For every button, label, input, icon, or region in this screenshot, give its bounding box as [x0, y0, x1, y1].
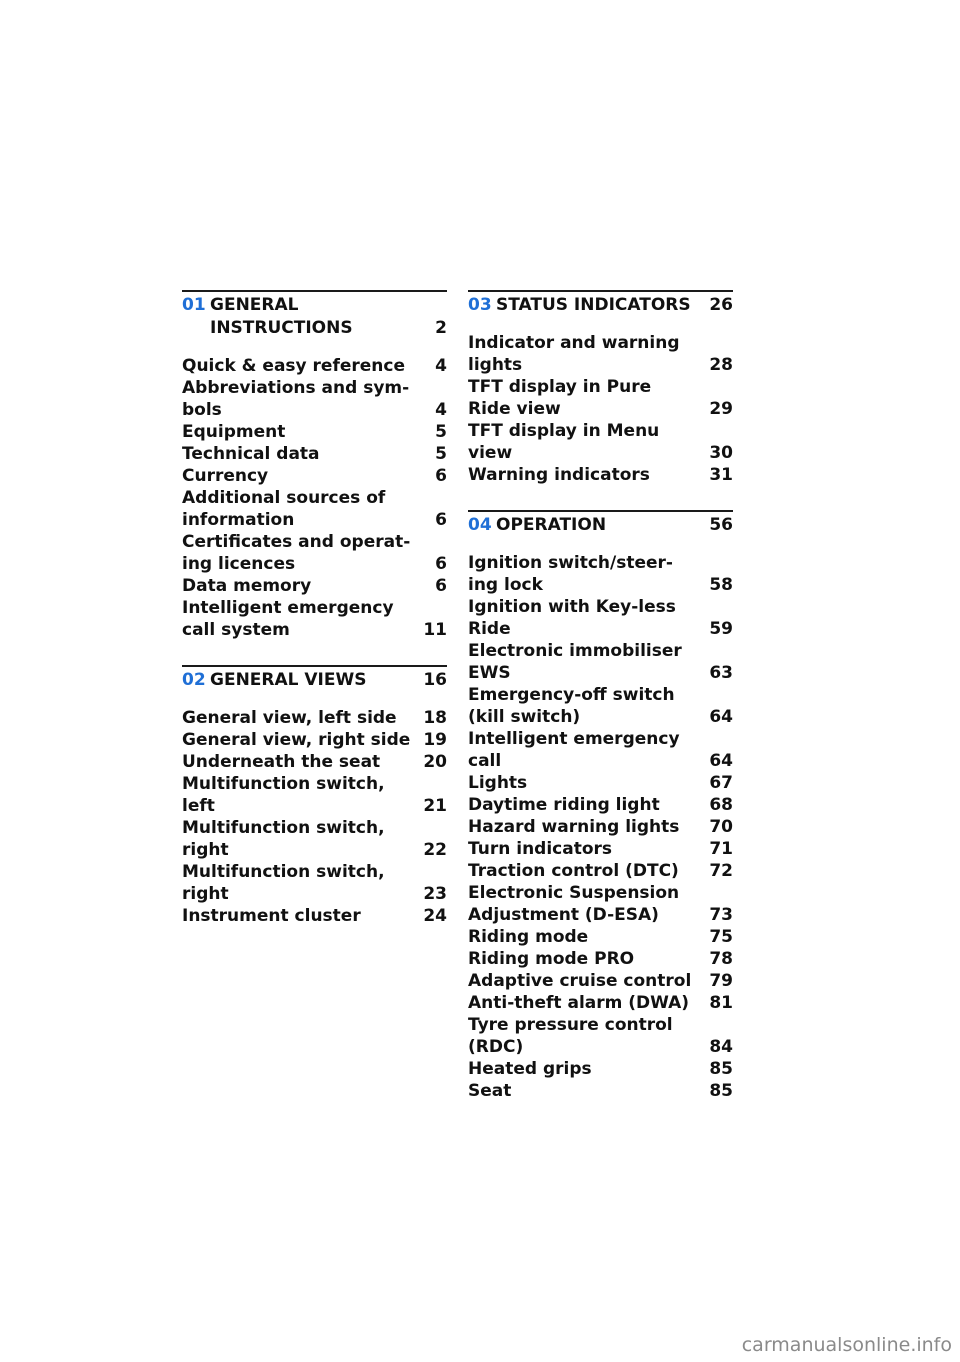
toc-entry[interactable]: [182, 421, 447, 443]
entry-page-number: 19: [423, 730, 447, 750]
entry-page-number: 4: [435, 356, 447, 376]
entry-page-number: 24: [423, 906, 447, 926]
entry-page-number: 6: [435, 576, 447, 596]
entry-page-number: 5: [435, 444, 447, 464]
toc-entry[interactable]: [182, 531, 447, 575]
section-page-number: 56: [709, 515, 733, 535]
toc-entry[interactable]: [182, 707, 447, 729]
entry-title: Electronic immobiliser EWS: [468, 641, 682, 683]
toc-entry[interactable]: [468, 420, 733, 464]
section-page-number: 2: [435, 318, 447, 338]
entry-page-number: 31: [709, 465, 733, 485]
entry-page-number: 73: [709, 905, 733, 925]
toc-section: [182, 665, 447, 927]
entry-title: Technical data: [182, 444, 320, 464]
entry-page-number: 23: [423, 884, 447, 904]
toc-section: [182, 290, 447, 641]
entry-title: Riding mode: [468, 927, 589, 947]
section-title: GENERAL VIEWS: [210, 670, 367, 690]
entry-title: Tyre pressure control (RDC): [468, 1015, 673, 1057]
entry-page-number: 6: [435, 466, 447, 486]
entry-title: Ignition switch/steer-ing lock: [468, 553, 673, 595]
toc-entry[interactable]: [468, 332, 733, 376]
entry-title: Warning indicators: [468, 465, 650, 485]
toc-entry[interactable]: [468, 1080, 733, 1102]
entry-title: Seat: [468, 1081, 512, 1101]
watermark: carmanualsonline.info: [741, 1334, 952, 1356]
entry-page-number: 70: [709, 817, 733, 837]
entry-title: Lights: [468, 773, 528, 793]
section-header[interactable]: [182, 669, 447, 692]
entry-page-number: 79: [709, 971, 733, 991]
toc-entry[interactable]: [468, 376, 733, 420]
toc-entry[interactable]: [468, 1058, 733, 1080]
toc-entry[interactable]: [182, 443, 447, 465]
entry-page-number: 58: [709, 575, 733, 595]
toc-entry[interactable]: [182, 487, 447, 531]
entry-page-number: 59: [709, 619, 733, 639]
entry-page-number: 29: [709, 399, 733, 419]
entry-title: Multifunction switch, right: [182, 862, 385, 904]
entry-title: TFT display in Menu view: [468, 421, 660, 463]
entry-page-number: 68: [709, 795, 733, 815]
toc-entry[interactable]: [468, 882, 733, 926]
entry-title: Adaptive cruise control: [468, 971, 692, 991]
entry-title: Turn indicators: [468, 839, 613, 859]
entry-title: Traction control (DTC): [468, 861, 679, 881]
section-title: GENERAL INSTRUCTIONS: [210, 295, 353, 338]
entry-page-number: 21: [423, 796, 447, 816]
entry-page-number: 85: [709, 1059, 733, 1079]
entry-page-number: 85: [709, 1081, 733, 1101]
toc-entry[interactable]: [182, 729, 447, 751]
entry-title: Heated grips: [468, 1059, 592, 1079]
section-entries: [468, 332, 733, 486]
entry-page-number: 6: [435, 554, 447, 574]
section-header[interactable]: [182, 294, 447, 340]
toc-section: [468, 290, 733, 486]
section-number: 01: [182, 295, 206, 315]
toc-entry[interactable]: [182, 905, 447, 927]
toc-entry[interactable]: [468, 992, 733, 1014]
toc-entry[interactable]: [182, 773, 447, 817]
section-page-number: 16: [423, 670, 447, 690]
entry-page-number: 11: [423, 620, 447, 640]
section-entries: [182, 355, 447, 641]
entry-title: Intelligent emergency call: [468, 729, 680, 771]
entry-page-number: 4: [435, 400, 447, 420]
entry-title: Multifunction switch, left: [182, 774, 385, 816]
toc-entry[interactable]: [182, 355, 447, 377]
toc-column-left: [182, 290, 447, 951]
toc-entry[interactable]: [182, 597, 447, 641]
toc-entry[interactable]: [468, 640, 733, 684]
toc-entry[interactable]: [468, 1014, 733, 1058]
entry-page-number: 28: [709, 355, 733, 375]
entry-page-number: 64: [709, 751, 733, 771]
entry-page-number: 30: [709, 443, 733, 463]
entry-page-number: 72: [709, 861, 733, 881]
toc-entry[interactable]: [468, 926, 733, 948]
section-header[interactable]: [468, 294, 733, 317]
entry-title: Certificates and operat-ing licences: [182, 532, 411, 574]
toc-entry[interactable]: [468, 948, 733, 970]
entry-page-number: 84: [709, 1037, 733, 1057]
entry-page-number: 5: [435, 422, 447, 442]
entry-title: Additional sources of information: [182, 488, 386, 530]
section-page-number: 26: [709, 295, 733, 315]
toc-entry[interactable]: [468, 772, 733, 794]
toc-entry[interactable]: [468, 464, 733, 486]
entry-title: Data memory: [182, 576, 312, 596]
entry-title: Ignition with Key-less Ride: [468, 597, 676, 639]
entry-page-number: 78: [709, 949, 733, 969]
toc-entry[interactable]: [468, 838, 733, 860]
entry-title: Quick & easy reference: [182, 356, 406, 376]
entry-page-number: 64: [709, 707, 733, 727]
toc-entry[interactable]: [468, 860, 733, 882]
toc-entry[interactable]: [182, 465, 447, 487]
section-entries: [182, 707, 447, 927]
toc-entry[interactable]: [468, 794, 733, 816]
toc-entry[interactable]: [468, 728, 733, 772]
section-header[interactable]: [468, 514, 733, 537]
entry-title: Equipment: [182, 422, 286, 442]
entry-title: Multifunction switch, right: [182, 818, 385, 860]
section-entries: [468, 552, 733, 1102]
entry-page-number: 6: [435, 510, 447, 530]
entry-title: Emergency-off switch (kill switch): [468, 685, 675, 727]
entry-page-number: 75: [709, 927, 733, 947]
entry-title: Currency: [182, 466, 269, 486]
entry-title: Hazard warning lights: [468, 817, 680, 837]
toc-column-right: [468, 290, 733, 1126]
toc-entry[interactable]: [182, 575, 447, 597]
entry-title: Anti-theft alarm (DWA): [468, 993, 690, 1013]
entry-title: Electronic Suspension Adjustment (D-ESA): [468, 883, 680, 925]
entry-title: Intelligent emergency call system: [182, 598, 394, 640]
toc-entry[interactable]: [182, 861, 447, 905]
entry-title: Daytime riding light: [468, 795, 660, 815]
section-number: 02: [182, 670, 206, 690]
entry-title: General view, left side: [182, 708, 397, 728]
section-title: OPERATION: [496, 515, 607, 535]
toc-entry[interactable]: [468, 552, 733, 596]
toc-entry[interactable]: [468, 970, 733, 992]
entry-page-number: 81: [709, 993, 733, 1013]
toc-entry[interactable]: [468, 596, 733, 640]
toc-entry[interactable]: [468, 684, 733, 728]
toc-entry[interactable]: [468, 816, 733, 838]
entry-page-number: 18: [423, 708, 447, 728]
section-number: 04: [468, 515, 492, 535]
entry-title: Riding mode PRO: [468, 949, 635, 969]
section-number: 03: [468, 295, 492, 315]
entry-page-number: 67: [709, 773, 733, 793]
section-title: STATUS INDICATORS: [496, 295, 691, 315]
entry-page-number: 71: [709, 839, 733, 859]
toc-entry[interactable]: [182, 817, 447, 861]
entry-title: Instrument cluster: [182, 906, 361, 926]
toc-entry[interactable]: [182, 377, 447, 421]
entry-page-number: 22: [423, 840, 447, 860]
entry-title: Abbreviations and sym-bols: [182, 378, 410, 420]
toc-section: [468, 510, 733, 1102]
entry-title: Indicator and warning lights: [468, 333, 680, 375]
entry-title: Underneath the seat: [182, 752, 381, 772]
entry-page-number: 20: [423, 752, 447, 772]
entry-title: TFT display in Pure Ride view: [468, 377, 652, 419]
entry-page-number: 63: [709, 663, 733, 683]
entry-title: General view, right side: [182, 730, 411, 750]
toc-entry[interactable]: [182, 751, 447, 773]
